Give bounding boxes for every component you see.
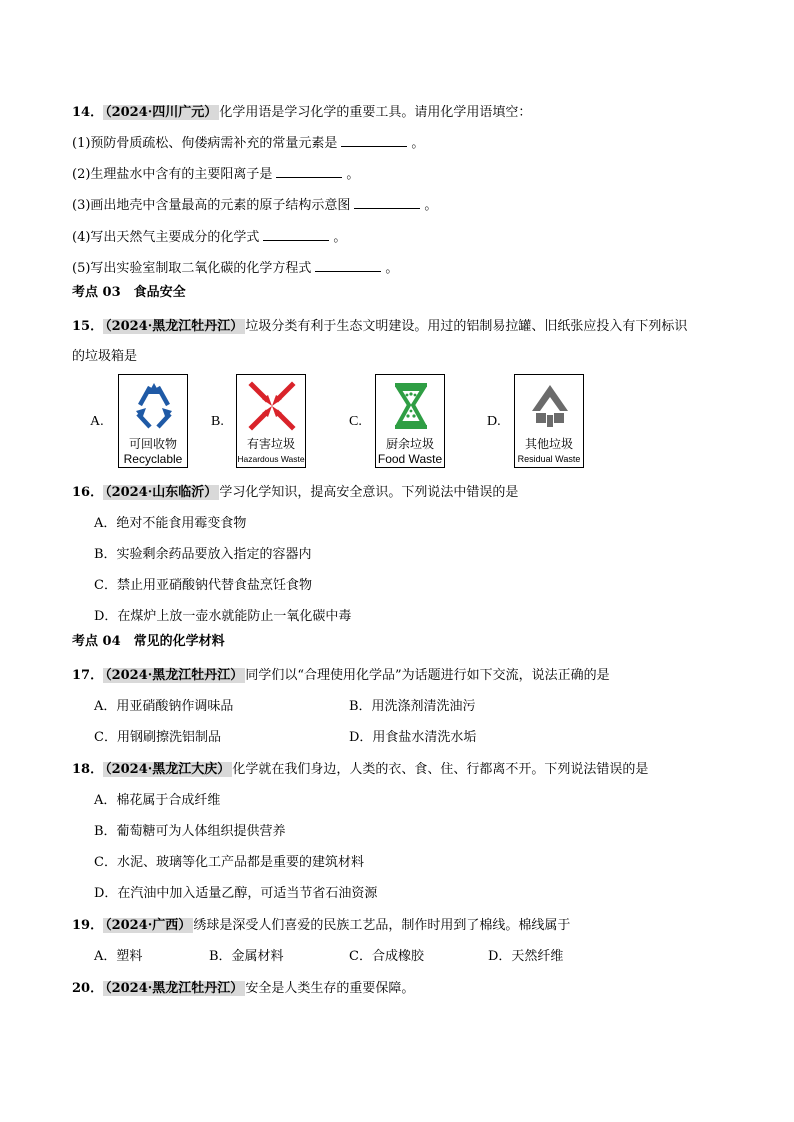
question-17-option-c[interactable]: C．用钢刷擦洗铝制品 [94, 730, 221, 745]
question-17-stem [72, 667, 610, 685]
source-tag: （2024·广西） [105, 918, 192, 933]
question-16-option-b[interactable]: B．实验剩余药品要放入指定的容器内 [94, 547, 312, 562]
option-d-label: D. [487, 414, 501, 429]
question-17-option-a[interactable]: A．用亚硝酸钠作调味品 [94, 699, 234, 714]
question-17-option-d[interactable]: D．用食盐水清洗水垢 [349, 730, 477, 745]
question-17-option-b[interactable]: B．用洗涤剂清洗油污 [349, 699, 476, 714]
question-19-stem [72, 917, 570, 935]
answer-blank [341, 134, 407, 147]
question-19-option-d[interactable]: D．天然纤维 [488, 949, 564, 964]
option-a-recyclable-bin[interactable] [118, 374, 188, 468]
bin-label-en: Residual Waste [517, 454, 581, 464]
question-text: 安全是人类生存的重要保障。 [245, 981, 415, 996]
question-number: 16． [72, 485, 104, 500]
question-14-item-3: (3)画出地壳中含量最高的元素的原子结构示意图 。 [72, 198, 438, 213]
question-18-option-b[interactable]: B．葡萄糖可为人体组织提供营养 [94, 824, 286, 839]
option-d-residual-bin[interactable] [514, 374, 584, 468]
recycle-icon [130, 381, 178, 431]
question-text: 学习化学知识，提高安全意识。下列说法中错误的是 [219, 485, 519, 500]
question-number: 19． [72, 918, 104, 933]
question-16-option-c[interactable]: C．禁止用亚硝酸钠代替食盐烹饪食物 [94, 578, 312, 593]
question-14-item-4: (4)写出天然气主要成分的化学式 。 [72, 230, 347, 245]
question-15-stem-cont: 的垃圾箱是 [72, 349, 138, 364]
answer-blank [354, 196, 420, 209]
option-b-hazardous-bin[interactable] [236, 374, 306, 468]
question-19-option-c[interactable]: C．合成橡胶 [349, 949, 424, 964]
question-16-option-a[interactable]: A．绝对不能食用霉变食物 [94, 516, 247, 531]
bin-label-en: Recyclable [123, 452, 183, 466]
question-18-stem [72, 761, 648, 779]
option-a-label: A. [90, 414, 104, 429]
section-heading-03: 考点 03 食品安全 [72, 285, 186, 300]
question-number: 20． [72, 981, 104, 996]
bin-label-zh: 可回收物 [128, 437, 177, 451]
source-tag: （2024·黑龙江牡丹江） [105, 668, 244, 683]
bin-label-zh: 其他垃圾 [524, 437, 573, 451]
question-number: 15． [72, 319, 104, 334]
question-18-option-a[interactable]: A．棉花属于合成纤维 [94, 793, 221, 808]
question-16-stem [72, 484, 518, 502]
source-tag: （2024·山东临沂） [105, 485, 218, 500]
source-tag: （2024·黑龙江牡丹江） [105, 981, 244, 996]
section-heading-04: 考点 04 常见的化学材料 [72, 634, 225, 649]
option-c-label: C. [349, 414, 362, 429]
bin-label-zh: 厨余垃圾 [385, 437, 434, 451]
option-b-label: B. [211, 414, 224, 429]
question-number: 14． [72, 105, 104, 120]
question-14-item-2: (2)生理盐水中含有的主要阳离子是 。 [72, 167, 360, 182]
question-number: 18． [72, 762, 104, 777]
hazardous-icon [248, 381, 296, 431]
question-14-stem [72, 104, 531, 122]
answer-blank [263, 228, 329, 241]
question-18-option-d[interactable]: D．在汽油中加入适量乙醇，可适当节省石油资源 [94, 886, 378, 901]
question-text: 化学用语是学习化学的重要工具。请用化学用语填空： [219, 105, 532, 120]
food-waste-icon [387, 381, 435, 431]
answer-blank [276, 165, 342, 178]
residual-icon [526, 381, 574, 431]
question-number: 17． [72, 668, 104, 683]
question-20-stem [72, 980, 414, 998]
question-14-item-1: (1)预防骨质疏松、佝偻病需补充的常量元素是 。 [72, 136, 425, 151]
question-text: 化学就在我们身边，人类的衣、食、住、行都离不开。下列说法错误的是 [232, 762, 649, 777]
answer-blank [315, 259, 381, 272]
question-14-item-5: (5)写出实验室制取二氧化碳的化学方程式 。 [72, 261, 399, 276]
bin-label-en: Food Waste [377, 452, 443, 466]
question-19-option-a[interactable]: A．塑料 [94, 949, 143, 964]
question-15-stem [72, 318, 687, 336]
option-c-food-waste-bin[interactable] [375, 374, 445, 468]
question-text: 垃圾分类有利于生态文明建设。用过的铝制易拉罐、旧纸张应投入有下列标识 [245, 319, 688, 334]
question-text: 同学们以“合理使用化学品”为话题进行如下交流，说法正确的是 [245, 668, 610, 683]
bin-label-en: Hazardous Waste [237, 454, 305, 464]
question-19-option-b[interactable]: B．金属材料 [209, 949, 284, 964]
source-tag: （2024·四川广元） [105, 105, 218, 120]
bin-label-zh: 有害垃圾 [246, 437, 295, 451]
source-tag: （2024·黑龙江牡丹江） [105, 319, 244, 334]
question-text: 绣球是深受人们喜爱的民族工艺品，制作时用到了棉线。棉线属于 [193, 918, 571, 933]
source-tag: （2024·黑龙江大庆） [105, 762, 231, 777]
question-18-option-c[interactable]: C．水泥、玻璃等化工产品都是重要的建筑材料 [94, 855, 364, 870]
question-16-option-d[interactable]: D．在煤炉上放一壶水就能防止一氧化碳中毒 [94, 609, 352, 624]
